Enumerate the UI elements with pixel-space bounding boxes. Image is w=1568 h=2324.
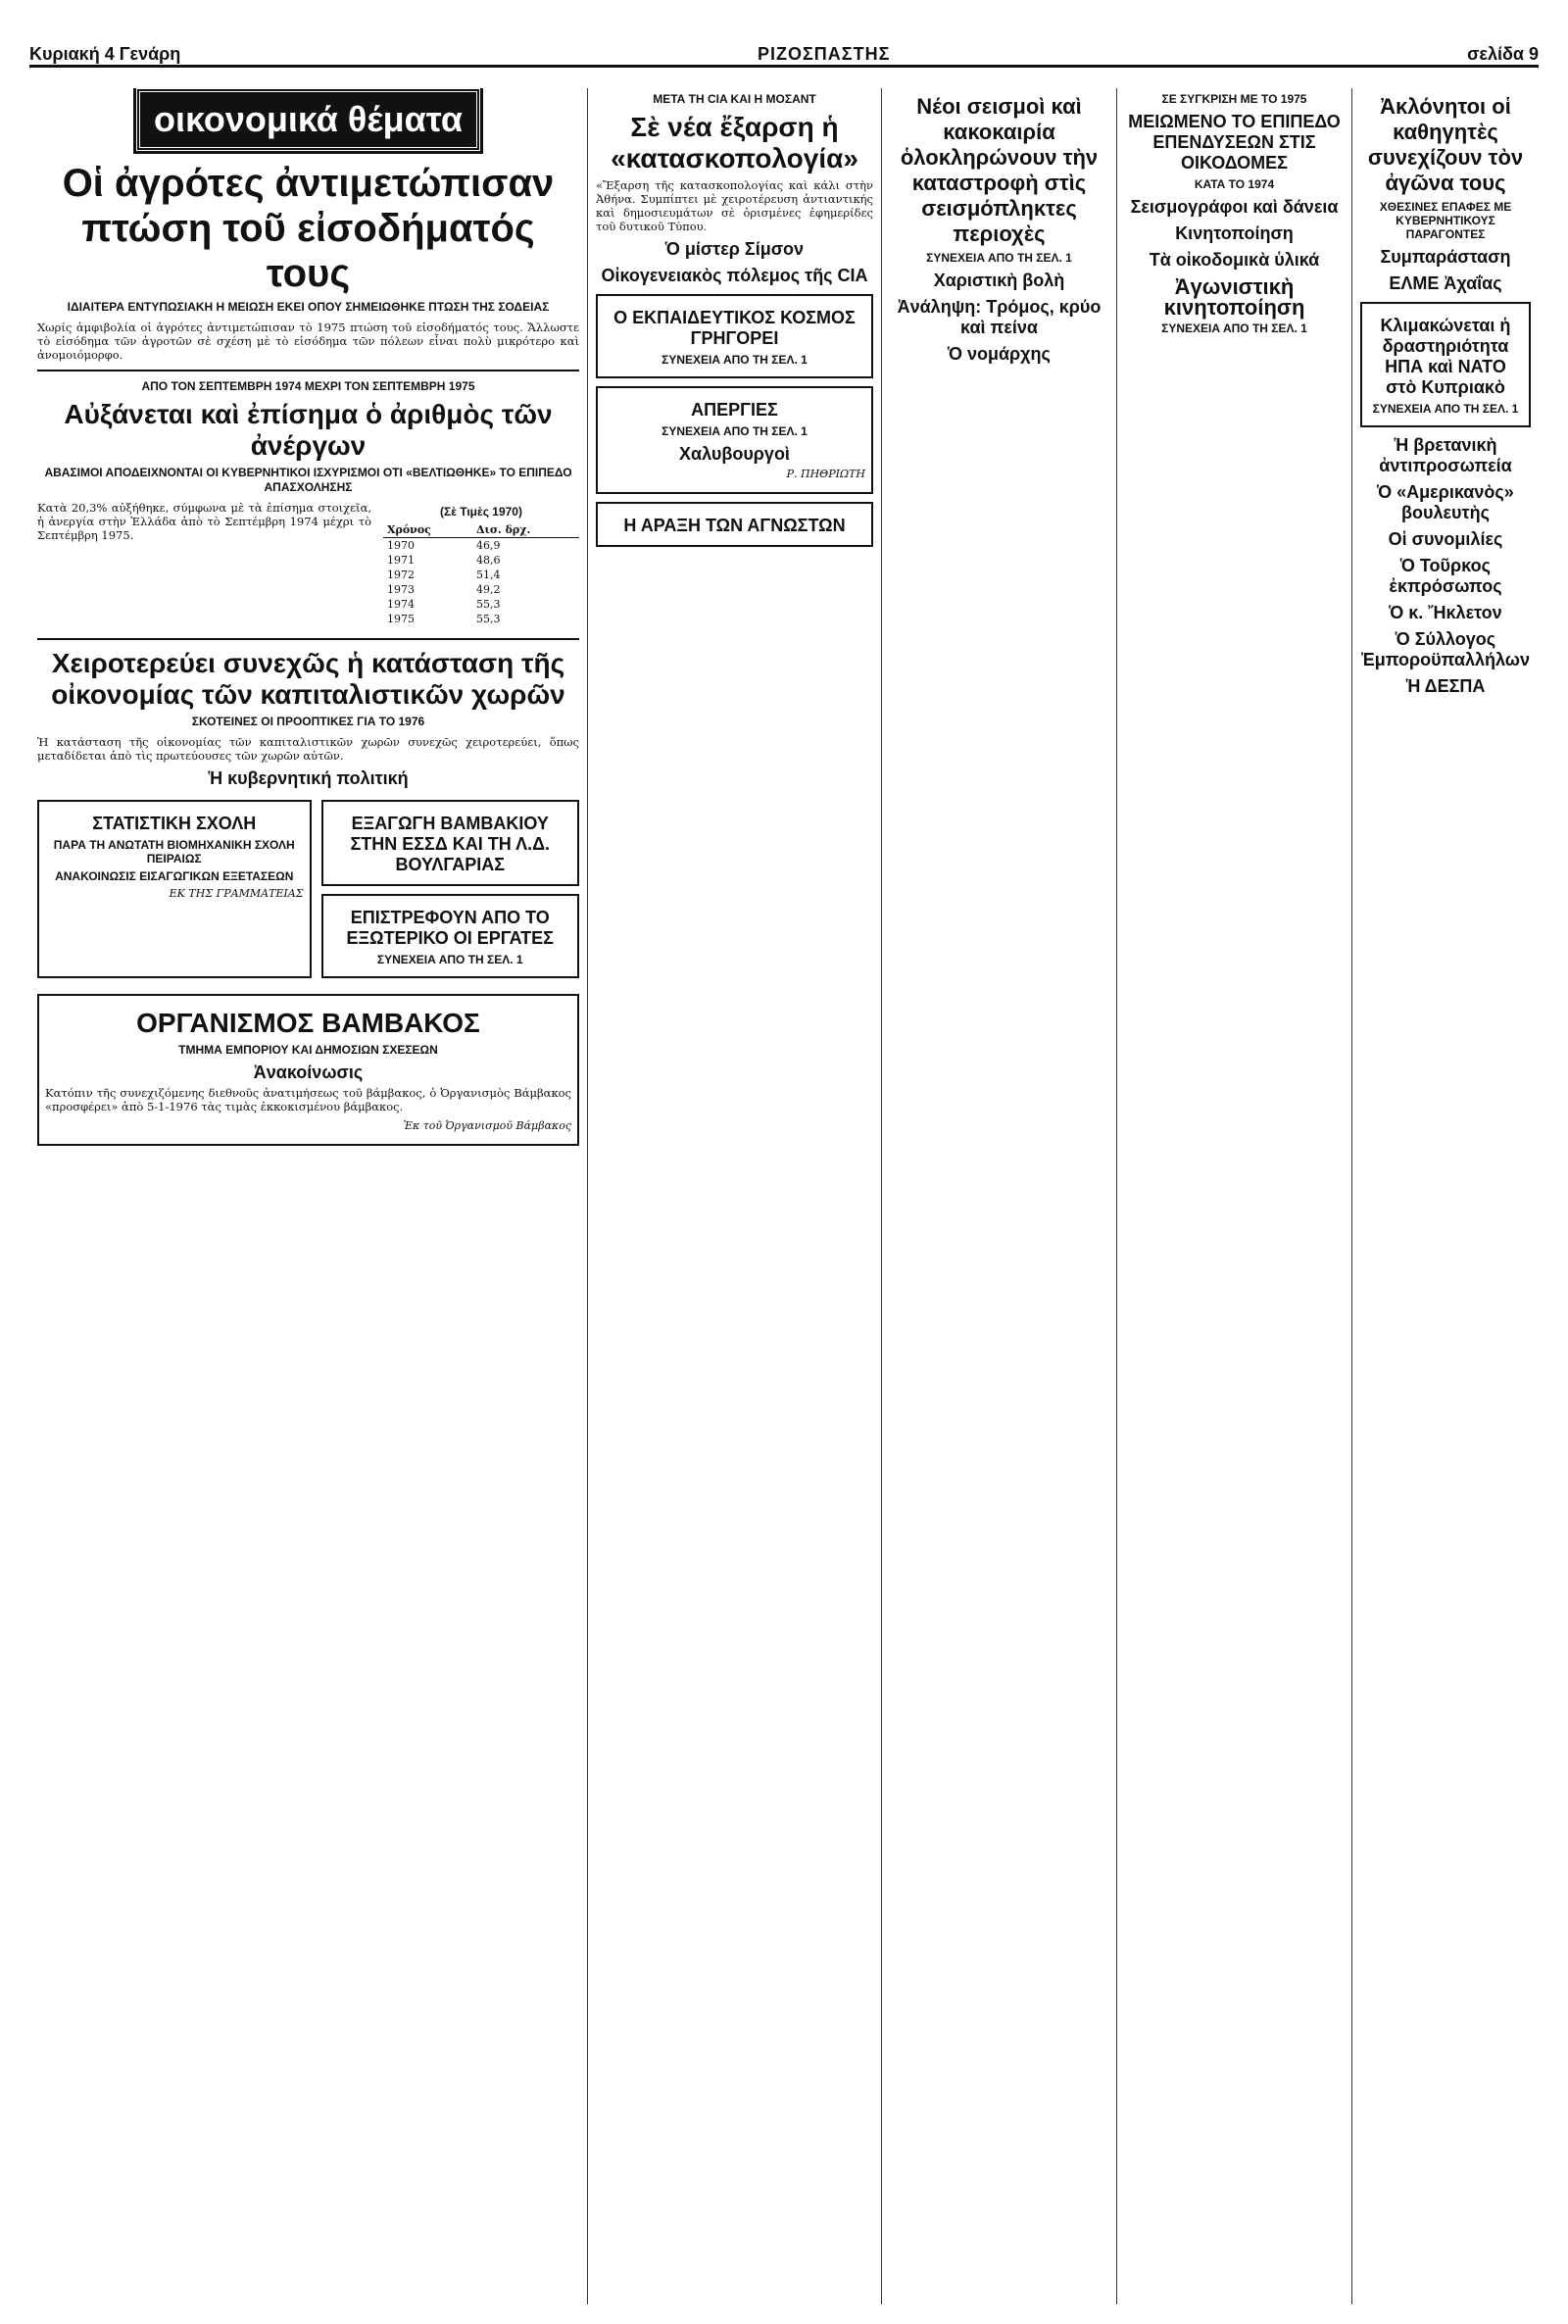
table-row: [383, 597, 579, 612]
ad-title: ΟΡΓΑΝΙΣΜΟΣ ΒΑΜΒΑΚΟΣ: [136, 1008, 480, 1038]
kicker-unemployment: ΑΠΟ ΤΟΝ ΣΕΠΤΕΜΒΡΗ 1974 ΜΕΧΡΙ ΤΟΝ ΣΕΠΤΕΜΒΡΗ 1975: [141, 379, 475, 393]
subhead-coup-de-grace: Χαριστικὴ βολὴ: [933, 271, 1065, 290]
subhead-despa: Ἡ ΔΕΣΠΑ: [1405, 676, 1486, 696]
headline-farmers: Οἱ ἀγρότες ἀντιμετώπισαν πτώση τοῦ εἰσοδήματός τους: [62, 162, 555, 295]
nato-continued: ΣΥΝΕΧΕΙΑ ΑΠΟ ΤΗ ΣΕΛ. 1: [1372, 402, 1519, 416]
education-continued: ΣΥΝΕΧΕΙΑ ΑΠΟ ΤΗ ΣΕΛ. 1: [662, 353, 808, 367]
subhead-capitalist-economy: ΣΚΟΤΕΙΝΕΣ ΟΙ ΠΡΟΟΠΤΙΚΕΣ ΓΙΑ ΤΟ 1976: [191, 715, 425, 728]
stats-caption: (Σὲ Τιμὲς 1970): [440, 505, 522, 519]
headline-earthquake: Νέοι σεισμοὶ καὶ κακοκαιρία ὁλοκληρώνουν τὴν καταστροφὴ στὶς σεισμόπληκτες περιοχὲς: [900, 94, 1099, 246]
ad-notice: Ἀνακοίνωσις: [253, 1063, 364, 1082]
subhead-turkish-spokesman: Ὁ Τοῦρκος ἐκπρόσωπος: [1389, 556, 1502, 596]
stats-header-year: Χρόνος: [383, 522, 472, 538]
subhead-seismographs: Σεισμογράφοι καὶ δάνεια: [1130, 197, 1339, 217]
kicker-construction: ΣΕ ΣΥΓΚΡΙΣΗ ΜΕ ΤΟ 1975: [1161, 92, 1307, 106]
body-farmers: Χωρίς ἀμφιβολία οἱ ἀγρότες ἀντιμετώπισαν τὸ 1975 πτώση τοῦ εἰσοδήματός τους. Ἄλλωστε τὸ εἰσόδημα τῶν ἀγροτῶν σὲ σχέση μὲ τὸ εἰσόδημα τῶν πόλεων εἶναι πολὺ μικρότερο καὶ ἀνομοιόμορφο.: [37, 321, 579, 362]
subhead-british: Ἡ βρετανικὴ ἀντιπροσωπεία: [1379, 435, 1512, 475]
stats-value: 49,2: [475, 583, 501, 596]
subhead-building-materials: Τὰ οἰκοδομικὰ ὑλικά: [1149, 250, 1320, 270]
body-capitalist-economy: Ἡ κατάσταση τῆς οἰκονομίας τῶν καπιταλιστικῶν χωρῶν συνεχῶς χειροτερεύει, ὅπως μεταδίδεται ἀπὸ τὶς πρωτεύουσες τῶν χωρῶν αὐτῶν.: [37, 735, 579, 763]
table-row: [383, 612, 579, 626]
headline-capitalist-economy: Χειροτερεύει συνεχῶς ἡ κατάσταση τῆς οἰκονομίας τῶν καπιταλιστικῶν χωρῶν: [51, 648, 565, 710]
stats-value: 55,3: [475, 598, 501, 611]
divider: [37, 370, 579, 371]
return-title: ΕΠΙΣΤΡΕΦΟΥΝ ΑΠΟ ΤΟ ΕΞΩΤΕΡΙΚΟ ΟΙ ΕΡΓΑΤΕΣ: [346, 908, 554, 948]
subhead-steelworkers: Χαλυβουργοὶ: [679, 444, 790, 464]
subhead-prefect: Ὁ νομάρχης: [948, 344, 1051, 364]
box-education: [596, 294, 873, 378]
masthead: [29, 29, 1539, 68]
stats-year: 1971: [387, 554, 415, 567]
box-statistics-school: [37, 800, 312, 978]
school-footer: ΕΚ ΤΗΣ ΓΡΑΜΜΑΤΕΙΑΣ: [169, 887, 304, 900]
struggle-continued: ΣΥΝΕΧΕΙΑ ΑΠΟ ΤΗ ΣΕΛ. 1: [1161, 321, 1307, 335]
stats-year: 1970: [387, 539, 415, 552]
cotton-title: ΕΞΑΓΩΓΗ ΒΑΜΒΑΚΙΟΥ ΣΤΗΝ ΕΣΣΔ ΚΑΙ ΤΗ Λ.Δ. ΒΟΥΛΓΑΡΙΑΣ: [350, 814, 551, 874]
strikes-signature: Ρ. ΠΗΘΡΙΩΤΗ: [786, 468, 865, 480]
masthead-page: σελίδα 9: [1467, 44, 1539, 64]
masthead-date: Κυριακή 4 Γενάρη: [29, 44, 181, 64]
strikes-continued: ΣΥΝΕΧΕΙΑ ΑΠΟ ΤΗ ΣΕΛ. 1: [662, 424, 808, 438]
school-notice: ΑΝΑΚΟΙΝΩΣΙΣ ΕΙΣΑΓΩΓΙΚΩΝ ΕΞΕΤΑΣΕΩΝ: [55, 869, 294, 883]
column-espionage: [588, 88, 882, 2304]
subhead-solidarity: Συμπαράσταση: [1380, 247, 1511, 267]
subhead-american-mp: Ὁ «Αμερικανὸς» βουλευτὴς: [1377, 482, 1514, 522]
stats-value: 51,4: [475, 569, 501, 581]
column-construction: [1117, 88, 1352, 2304]
subhead-simpson: Ὁ μίστερ Σίμσον: [664, 239, 805, 259]
stats-year: 1973: [387, 583, 415, 596]
section-banner: οικονομικά θέματα: [136, 88, 480, 151]
box-nato: [1360, 302, 1531, 427]
box-cotton-export: [321, 800, 580, 886]
stats-value: 48,6: [475, 554, 501, 567]
ad-cotton-organisation: [37, 994, 579, 1146]
table-row: [383, 553, 579, 568]
stats-year: 1974: [387, 598, 415, 611]
headline-espionage: Σὲ νέα ἔξαρση ἡ «κατασκοπολογία»: [611, 112, 858, 173]
headline-unemployment: Αὐξάνεται καὶ ἐπίσημα ὁ ἀριθμὸς τῶν ἀνέργων: [64, 399, 553, 461]
lead-unemployment: Κατὰ 20,3% αὐξήθηκε, σύμφωνα μὲ τὰ ἐπίσημα στοιχεῖα, ἡ ἀνεργία στὴν Ἑλλάδα ἀπὸ τὸ Σεπτέμβρη 1974 μέχρι τὸ Σεπτέμβρη 1975.: [37, 501, 371, 542]
stats-year: 1975: [387, 613, 415, 625]
headline-nato: Κλιμακώνεται ἡ δραστηριότητα ΗΠΑ καὶ ΝΑΤΟ στὸ Κυπριακὸ: [1380, 316, 1511, 397]
divider: [37, 638, 579, 640]
subhead-analipsi: Ἀνάληψη: Τρόμος, κρύο καὶ πείνα: [897, 297, 1102, 337]
column-earthquake: [882, 88, 1117, 2304]
headline-struggle: Ἀγωνιστικὴ κινητοποίηση: [1163, 274, 1305, 320]
subhead-cia-war: Οἰκογενειακὸς πόλεμος τῆς CIA: [601, 266, 868, 285]
ad-body: Κατόπιν τῆς συνεχιζόμενης διεθνοῦς ἀνατιμήσεως τοῦ βάμβακος, ὁ Ὀργανισμὸς Βάμβακος «προσφέρει» ἀπὸ 5-1-1976 τὰς τιμὰς ἐκκοκισμένου βάμβακος.: [45, 1086, 571, 1113]
lead-espionage: «Ἔξαρση τῆς κατασκοπολογίας καὶ κάλι στὴν Ἀθήνα. Συμπίπτει μὲ χειροτέρευση ἀντιαντικής καὶ δημοσιευμάτων σὲ ὁρισμένες ἐφημερίδες τοῦ δυτικοῦ Τύπου.: [596, 178, 873, 233]
column-teachers: [1352, 88, 1539, 2304]
stats-value: 46,9: [475, 539, 501, 552]
box-strikes: [596, 386, 873, 494]
masthead-title: ΡΙΖΟΣΠΑΣΤΗΣ: [758, 44, 891, 64]
stats-table-box: [383, 501, 579, 630]
sub-construction: ΚΑΤΑ ΤΟ 1974: [1194, 177, 1275, 191]
box-last: [596, 502, 873, 547]
education-title: Ο ΕΚΠΑΙΔΕΥΤΙΚΟΣ ΚΟΣΜΟΣ ΓΡΗΓΟΡΕΙ: [613, 308, 856, 348]
stats-year: 1972: [387, 569, 415, 581]
table-row: [383, 538, 579, 554]
subhead-talks: Οἱ συνομιλίες: [1388, 529, 1503, 549]
return-continued: ΣΥΝΕΧΕΙΑ ΑΠΟ ΤΗ ΣΕΛ. 1: [376, 953, 523, 966]
subhead-mobilisation: Κινητοποίηση: [1175, 223, 1294, 243]
subhead-elme: ΕΛΜΕ Ἀχαΐας: [1389, 273, 1502, 293]
earthquake-continued: ΣΥΝΕΧΕΙΑ ΑΠΟ ΤΗ ΣΕΛ. 1: [926, 251, 1072, 265]
stats-header-value: Δισ. δρχ.: [472, 522, 579, 538]
stats-value: 55,3: [475, 613, 501, 625]
subhead-teachers: ΧΘΕΣΙΝΕΣ ΕΠΑΦΕΣ ΜΕ ΚΥΒΕΡΝΗΤΙΚΟΥΣ ΠΑΡΑΓΟΝΤΕΣ: [1379, 200, 1512, 241]
school-title: ΣΤΑΤΙΣΤΙΚΗ ΣΧΟΛΗ: [92, 814, 257, 833]
table-row: [383, 582, 579, 597]
headline-teachers: Ἀκλόνητοι οἱ καθηγητὲς συνεχίζουν τὸν ἀγῶνα τους: [1367, 94, 1524, 195]
subhead-unemployment: ΑΒΑΣΙΜΟΙ ΑΠΟΔΕΙΧΝΟΝΤΑΙ ΟΙ ΚΥΒΕΡΝΗΤΙΚΟΙ ΙΣΧΥΡΙΣΜΟΙ ΟΤΙ «ΒΕΛΤΙΩΘΗΚΕ» ΤΟ ΕΠΙΠΕΔΟ ΑΠΑΣΧΟΛΗΣΗΣ: [44, 466, 572, 494]
subhead-farmers: ΙΔΙΑΙΤΕΡΑ ΕΝΤΥΠΩΣΙΑΚΗ Η ΜΕΙΩΣΗ ΕΚΕΙ ΟΠΟΥ ΣΗΜΕΙΩΘΗΚΕ ΠΤΩΣΗ ΤΗΣ ΣΟΔΕΙΑΣ: [67, 300, 550, 314]
subhead-government-policy: Ἡ κυβερνητική πολιτική: [208, 768, 409, 788]
school-subtitle: ΠΑΡΑ ΤΗ ΑΝΩΤΑΤΗ ΒΙΟΜΗΧΑΝΙΚΗ ΣΧΟΛΗ ΠΕΙΡΑΙΩΣ: [53, 838, 295, 865]
box-workers-return: [321, 894, 580, 978]
ad-signature: Ἐκ τοῦ Ὀργανισμοῦ Βάμβακος: [403, 1119, 571, 1132]
column-economics: [29, 88, 588, 2304]
kicker-espionage: ΜΕΤΑ ΤΗ CIA ΚΑΙ Η ΜΟΣΑΝΤ: [653, 92, 816, 106]
table-row: [383, 568, 579, 582]
stats-table: [383, 522, 579, 626]
headline-construction: ΜΕΙΩΜΕΝΟ ΤΟ ΕΠΙΠΕΔΟ ΕΠΕΝΔΥΣΕΩΝ ΣΤΙΣ ΟΙΚΟΔΟΜΕΣ: [1128, 112, 1341, 173]
subhead-ecklet: Ὁ κ. Ἤκλετον: [1389, 603, 1502, 622]
ad-subtitle: ΤΜΗΜΑ ΕΜΠΟΡΙΟΥ ΚΑΙ ΔΗΜΟΣΙΩΝ ΣΧΕΣΕΩΝ: [178, 1043, 438, 1057]
strikes-title: ΑΠΕΡΓΙΕΣ: [691, 400, 778, 420]
last-title: Η ΑΡΑΞΗ ΤΩΝ ΑΓΝΩΣΤΩΝ: [623, 516, 846, 535]
subhead-shop-employees: Ὁ Σύλλογος Ἐμποροϋπαλλήλων: [1360, 629, 1531, 669]
